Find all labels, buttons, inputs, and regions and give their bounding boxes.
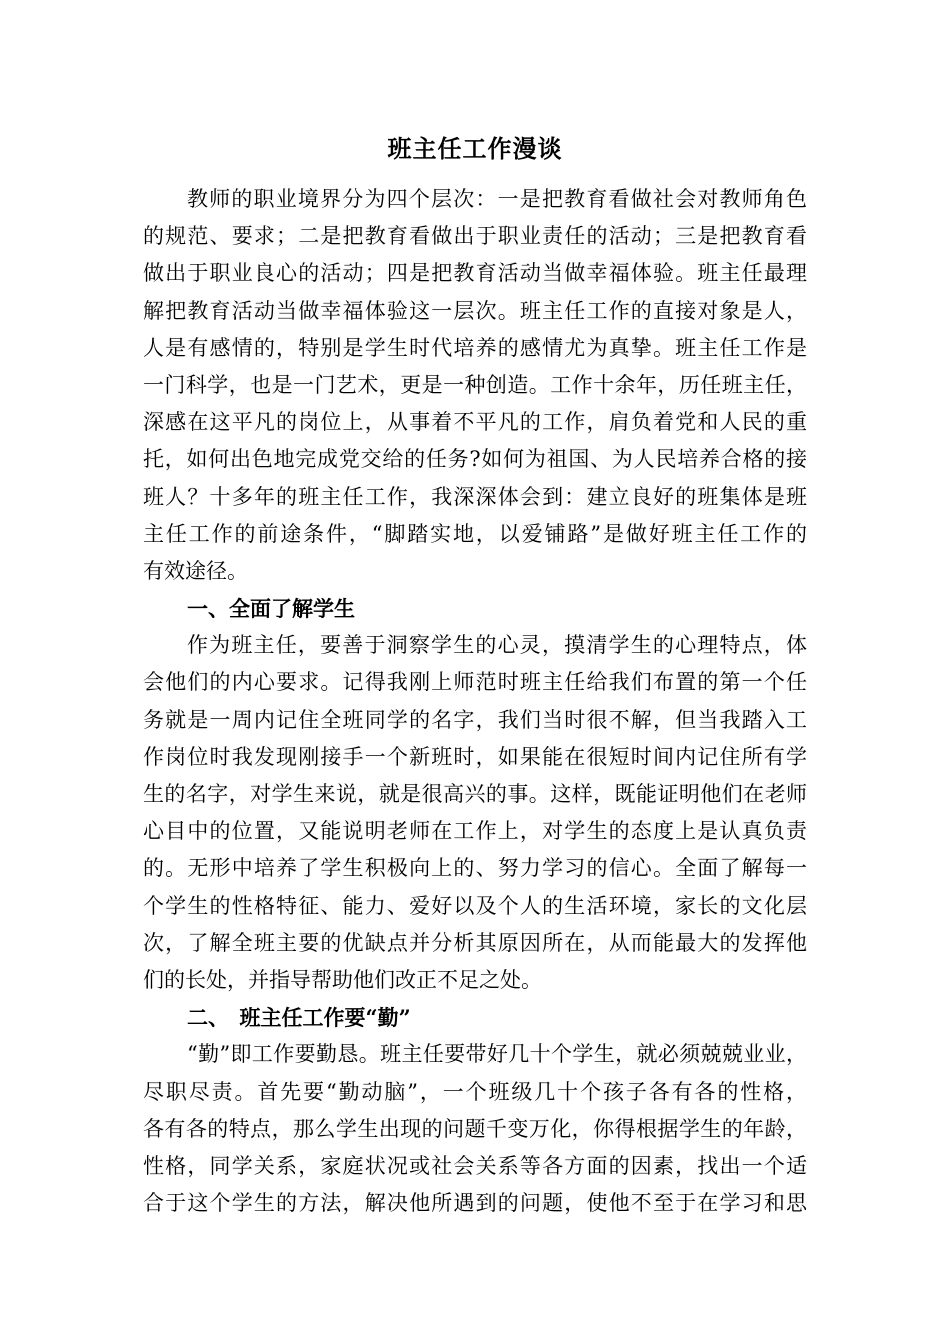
paragraph-line: 生的名字，对学生来说，就是很高兴的事。这样，既能证明他们在老师 — [143, 782, 807, 806]
paragraph-line: 各有各的特点，那么学生出现的问题千变万化，你得根据学生的年龄， — [143, 1116, 807, 1141]
paragraph-line: 的规范、要求；二是把教育看做出于职业责任的活动；三是把教育看 — [143, 224, 807, 249]
document-title: 班主任工作漫谈 — [387, 134, 563, 163]
paragraph-line: 托，如何出色地完成党交给的任务?如何为祖国、为人民培养合格的接 — [143, 447, 807, 472]
section-heading: 二、 班主任工作要“勤” — [187, 1005, 411, 1031]
paragraph-line: 作岗位时我发现刚接手一个新班时，如果能在很短时间内记住所有学 — [143, 744, 807, 769]
paragraph-line: 们的长处，并指导帮助他们改正不足之处。 — [143, 967, 542, 992]
paragraph-line: 会他们的内心要求。记得我刚上师范时班主任给我们布置的第一个任 — [143, 670, 807, 695]
paragraph-line: 主任工作的前途条件，“脚踏实地，以爱铺路”是做好班主任工作的 — [143, 521, 807, 546]
paragraph-line: 教师的职业境界分为四个层次：一是把教育看做社会对教师角色 — [187, 187, 807, 211]
paragraph-line: 有效途径。 — [143, 558, 248, 583]
paragraph-line: 合于这个学生的方法，解决他所遇到的问题，使他不至于在学习和思 — [143, 1191, 807, 1216]
paragraph-line: 心目中的位置，又能说明老师在工作上，对学生的态度上是认真负责 — [143, 819, 807, 844]
paragraph-line: 一门科学，也是一门艺术，更是一种创造。工作十余年，历任班主任， — [143, 372, 807, 397]
section-heading: 一、全面了解学生 — [187, 596, 355, 622]
paragraph-line: 的。无形中培养了学生积极向上的、努力学习的信心。全面了解每一 — [143, 856, 807, 881]
paragraph-line: 作为班主任，要善于洞察学生的心灵，摸清学生的心理特点，体 — [187, 633, 807, 658]
paragraph-line: 班人？十多年的班主任工作，我深深体会到：建立良好的班集体是班 — [143, 484, 807, 509]
paragraph-line: “勤”即工作要勤恳。班主任要带好几十个学生，就必须兢兢业业， — [187, 1042, 807, 1067]
paragraph-line: 人是有感情的，特别是学生时代培养的感情尤为真挚。班主任工作是 — [143, 335, 807, 360]
paragraph-line: 深感在这平凡的岗位上，从事着不平凡的工作，肩负着党和人民的重 — [143, 410, 807, 435]
paragraph-line: 个学生的性格特征、能力、爱好以及个人的生活环境，家长的文化层 — [143, 893, 807, 918]
paragraph-line: 做出于职业良心的活动；四是把教育活动当做幸福体验。班主任最理 — [143, 261, 807, 286]
paragraph-line: 尽职尽责。首先要“勤动脑”，一个班级几十个孩子各有各的性格， — [143, 1079, 807, 1104]
paragraph-line: 务就是一周内记住全班同学的名字，我们当时很不解，但当我踏入工 — [143, 707, 807, 732]
document-body — [143, 181, 807, 1222]
paragraph-line: 解把教育活动当做幸福体验这一层次。班主任工作的直接对象是人， — [143, 298, 807, 323]
paragraph-line: 性格，同学关系，家庭状况或社会关系等各方面的因素，找出一个适 — [143, 1153, 807, 1178]
paragraph-line: 次，了解全班主要的优缺点并分析其原因所在，从而能最大的发挥他 — [143, 930, 807, 955]
